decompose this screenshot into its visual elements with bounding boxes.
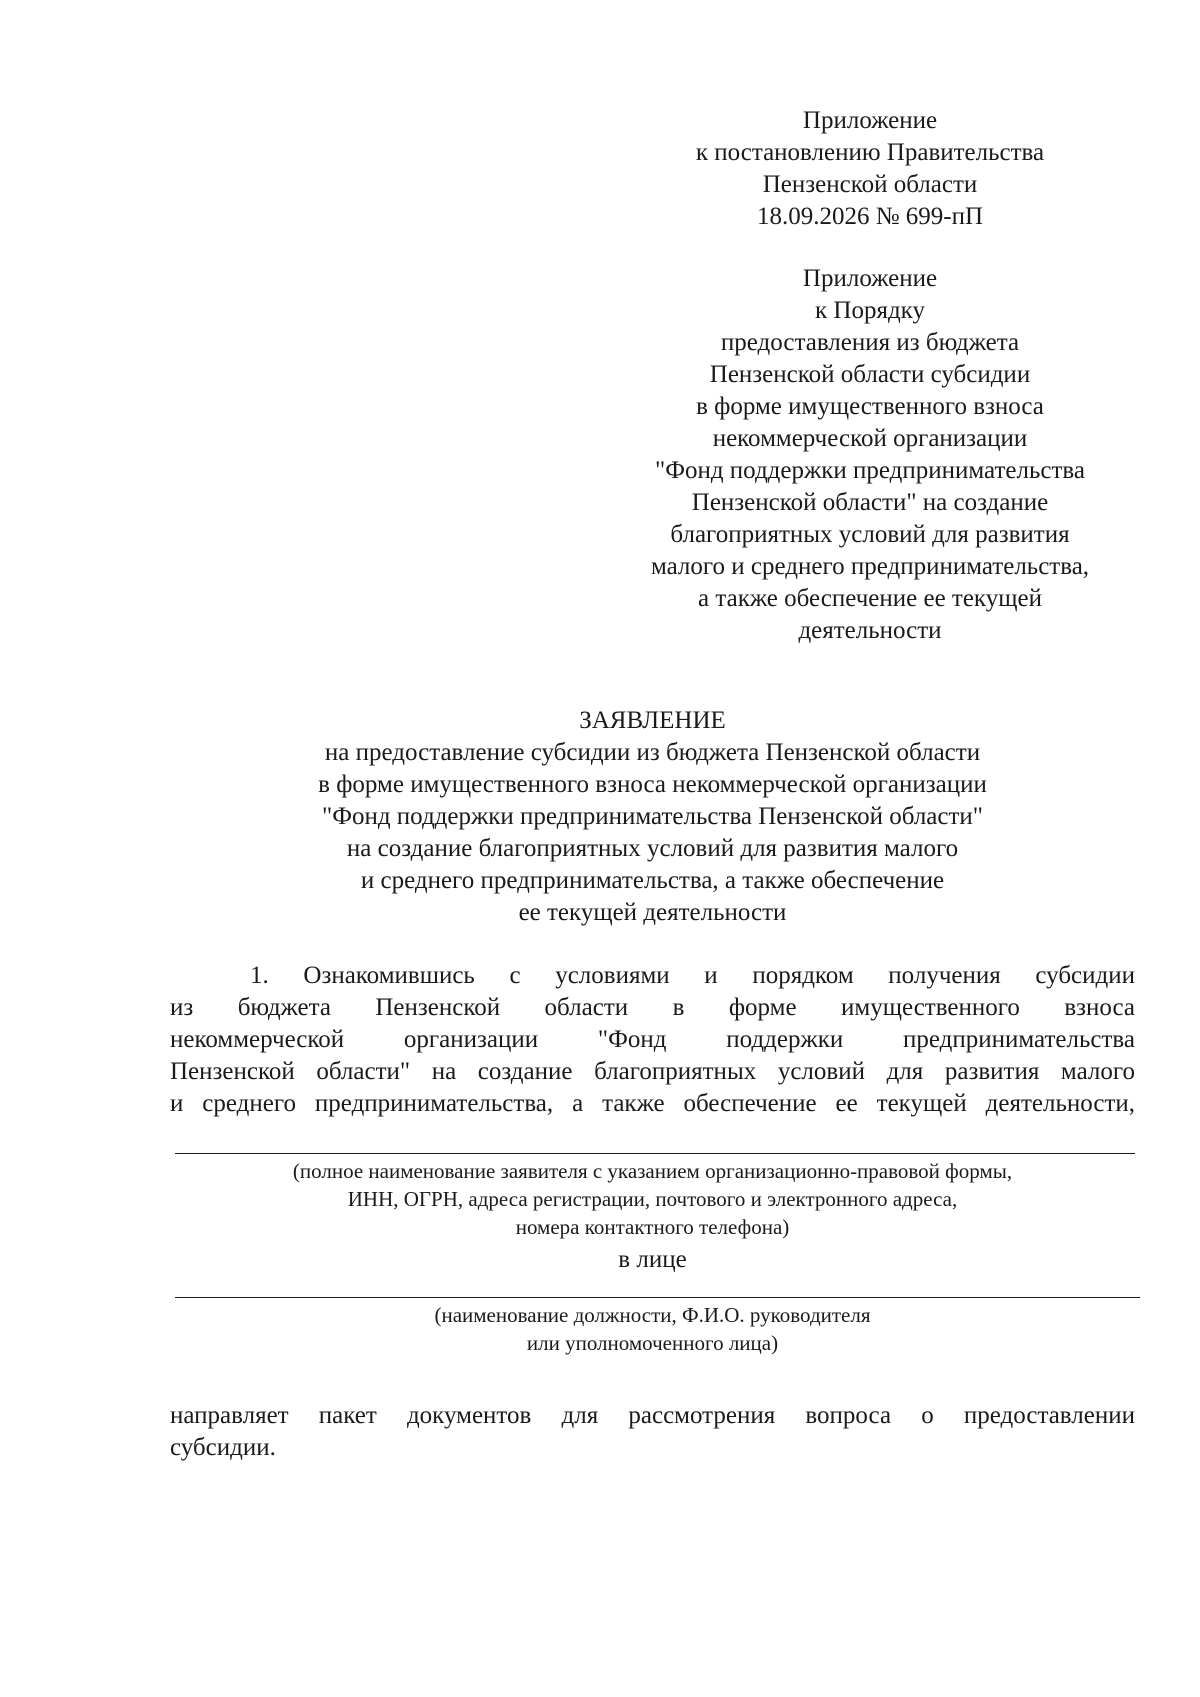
applicant-fill-line — [175, 1153, 1135, 1154]
representative-hint-line: или уполномоченного лица) — [526, 1331, 779, 1355]
title-line: и среднего предпринимательства, а также обеспечение — [360, 867, 945, 894]
representative-fill-line — [175, 1297, 1140, 1298]
paragraph2-line: направляет пакет документов для рассмотрения вопроса о предоставлении — [170, 1402, 1135, 1429]
applicant-hint-line: номера контактного телефона) — [515, 1215, 790, 1239]
applicant-hint-line: (полное наименование заявителя с указанием организационно-правовой формы, — [292, 1159, 1013, 1183]
title-line: ее текущей деятельности — [518, 899, 787, 926]
header1-line: Приложение — [802, 107, 938, 134]
header1-line: Пензенской области — [762, 171, 978, 198]
title-line: "Фонд поддержки предпринимательства Пензенской области" — [321, 803, 984, 830]
header2-line: Пензенской области" на создание — [691, 489, 1049, 516]
header2-line: "Фонд поддержки предпринимательства — [654, 457, 1086, 484]
header2-line: некоммерческой организации — [712, 425, 1028, 452]
connector-text: в лице — [618, 1246, 687, 1273]
header2-line: малого и среднего предпринимательства, — [650, 553, 1090, 580]
header2-line: в форме имущественного взноса — [696, 393, 1044, 420]
representative-hint-line: (наименование должности, Ф.И.О. руководителя — [434, 1303, 871, 1327]
header2-line: к Порядку — [815, 297, 925, 324]
header2-line: предоставления из бюджета — [720, 329, 1020, 356]
header1-line: 18.09.2026 № 699-пП — [756, 203, 984, 230]
paragraph1-line: Пензенской области" на создание благоприятных условий для развития малого — [170, 1058, 1135, 1085]
applicant-hint-line: ИНН, ОГРН, адреса регистрации, почтового и электронного адреса, — [347, 1187, 958, 1211]
paragraph2-line: субсидии. — [170, 1434, 276, 1461]
title-heading: ЗАЯВЛЕНИЕ — [579, 707, 726, 734]
paragraph1-line: некоммерческой организации "Фонд поддержки предпринимательства — [170, 1026, 1135, 1053]
header2-line: а также обеспечение ее текущей — [698, 585, 1042, 612]
title-line: на предоставление субсидии из бюджета Пензенской области — [324, 739, 981, 766]
header2-line: деятельности — [798, 617, 942, 644]
paragraph1-line: 1. Ознакомившись с условиями и порядком получения субсидии — [250, 962, 1135, 989]
header2-line: благоприятных условий для развития — [670, 521, 1070, 548]
paragraph1-line: и среднего предпринимательства, а также обеспечение ее текущей деятельности, — [170, 1090, 1135, 1117]
header2-line: Приложение — [802, 265, 938, 292]
paragraph1-line: из бюджета Пензенской области в форме имущественного взноса — [170, 994, 1135, 1021]
title-line: в форме имущественного взноса некоммерческой организации — [318, 771, 987, 798]
header1-line: к постановлению Правительства — [695, 139, 1045, 166]
title-line: на создание благоприятных условий для развития малого — [346, 835, 959, 862]
header2-line: Пензенской области субсидии — [709, 361, 1031, 388]
